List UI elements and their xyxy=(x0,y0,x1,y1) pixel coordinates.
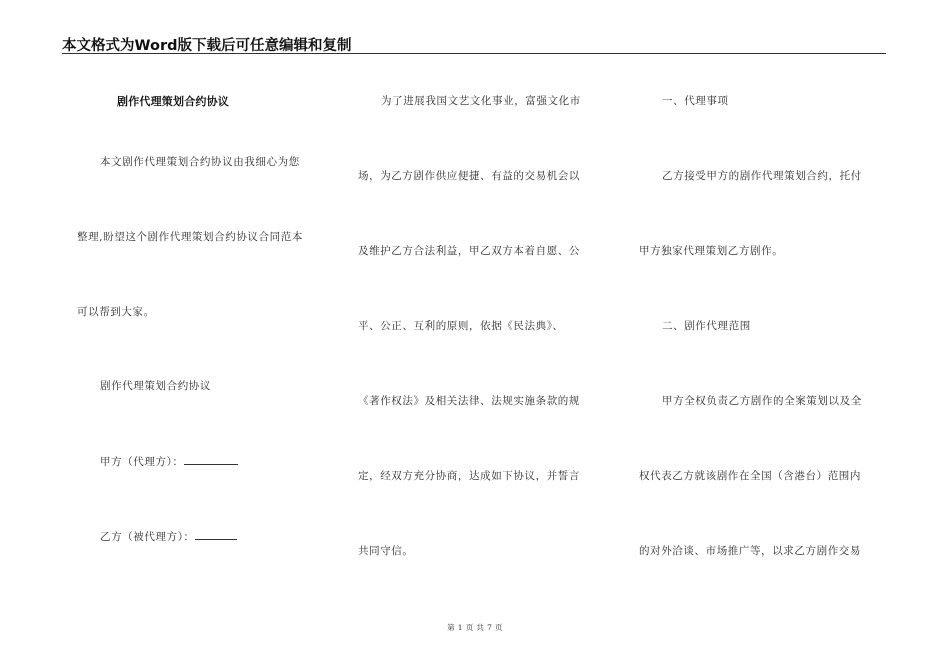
paragraph-line: 权代表乙方就该剧作在全国（含港台）范围内 xyxy=(639,470,861,482)
document-title: 剧作代理策划合约协议 xyxy=(117,95,229,108)
agreement-subtitle: 剧作代理策划合约协议 xyxy=(100,380,211,392)
paragraph-line: 为了进展我国文艺文化事业，富强文化市 xyxy=(381,95,581,107)
paragraph-line: 定，经双方充分协商，达成如下协议，并誓言 xyxy=(358,470,580,482)
paragraph-line: 甲方全权负责乙方剧作的全案策划以及全 xyxy=(662,395,862,407)
paragraph-line: 的对外洽谈、市场推广等，以求乙方剧作交易 xyxy=(639,545,861,557)
paragraph-line: 乙方接受甲方的剧作代理策划合约，托付 xyxy=(662,170,862,182)
paragraph-line: 及维护乙方合法利益，甲乙双方本着自愿、公 xyxy=(358,245,580,257)
paragraph-line: 《著作权法》及相关法律、法规实施条款的规 xyxy=(358,395,580,407)
page-number: 第 1 页 共 7 页 xyxy=(447,623,503,632)
paragraph-line: 场，为乙方剧作供应便捷、有益的交易机会以 xyxy=(358,170,580,182)
paragraph-line: 本文剧作代理策划合约协议由我细心为您 xyxy=(100,156,300,168)
paragraph-line: 整理,盼望这个剧作代理策划合约协议合同范本 xyxy=(77,231,303,243)
paragraph-line: 可以帮到大家。 xyxy=(77,306,155,318)
paragraph-line: 甲方独家代理策划乙方剧作。 xyxy=(639,245,784,257)
paragraph-line: 共同守信。 xyxy=(358,545,414,557)
section-heading: 一、代理事项 xyxy=(662,95,729,107)
paragraph-line: 平、公正、互利的原则，依据《民法典》、 xyxy=(358,320,564,332)
party-a-label: 甲方（代理方）： xyxy=(100,456,184,468)
party-b-label: 乙方（被代理方）： xyxy=(100,531,195,543)
section-heading: 二、剧作代理范围 xyxy=(662,320,751,332)
header-title: 本文格式为Word版下载后可任意编辑和复制 xyxy=(62,38,352,54)
